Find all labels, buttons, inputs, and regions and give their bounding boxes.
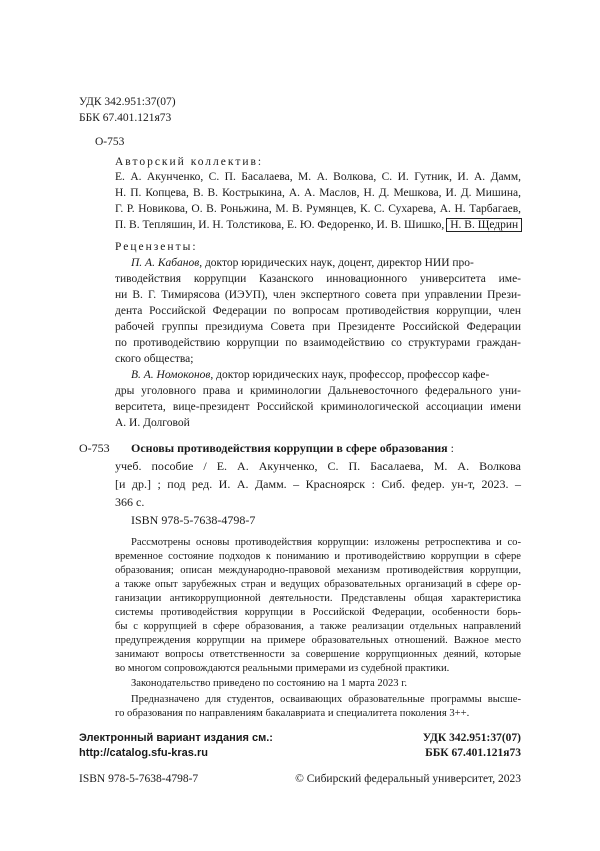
biblio-line: 366 с. (115, 495, 145, 509)
reviewer-1-line: ского общества; (115, 353, 194, 365)
abstract-line: системы противодействия коррупции в Российской Федерации, особенности борь- (115, 607, 521, 618)
authors-line: Е. А. Акунченко, С. П. Басалаева, М. А. Волкова, С. И. Гутник, И. А. Дамм, (115, 171, 521, 183)
reviewer-2-first-line (131, 368, 521, 383)
book-title-tail: : (447, 441, 454, 455)
abstract-line: во многом сопровождаются реальными примерами из судебной практики. (115, 663, 450, 674)
biblio-line: учеб. пособие / Е. А. Акунченко, С. П. Басалаева, М. А. Волкова (115, 459, 521, 473)
reviewer-1-first-line (131, 256, 521, 271)
reviewer-1-line: рабочей группы президиума Совета при Президенте Российской Федерации (115, 321, 521, 333)
reviewer-2-line: А. И. Долговой (115, 417, 190, 429)
authors-last-line (115, 218, 522, 233)
book-title: Основы противодействия коррупции в сфере образования (131, 441, 448, 455)
reviewer-1-name: П. А. Кабанов (131, 257, 200, 269)
reviewer-2-name: В. А. Номоконов (131, 369, 211, 381)
editor-boxed-name: Н. В. Щедрин (446, 218, 522, 232)
authors-line: Г. Р. Новикова, О. В. Роньжина, М. В. Румянцев, К. С. Сухарева, А. Н. Тарбагаев, (115, 203, 521, 215)
abstract-line: предупреждения коррупции на примере образовательных отношений. Важное место (115, 635, 521, 646)
authors-line: Н. П. Копцева, В. В. Кострыкина, А. А. Маслов, Н. Д. Мешкова, И. Д. Мишина, (115, 187, 521, 199)
biblio-title-line (131, 441, 454, 456)
audience-line: Предназначено для студентов, осваивающих образовательные программы высше- (131, 694, 521, 705)
biblio-code: О-753 (79, 441, 110, 455)
reviewer-1-line: по противодействию коррупции по взаимодействию со структурами граждан- (115, 337, 521, 349)
legislation-date: Законодательство приведено по состоянию на 1 марта 2023 г. (131, 678, 408, 689)
udk-code: УДК 342.951:37(07) (79, 96, 176, 108)
authors-line: П. В. Тепляшин, И. Н. Толстикова, Е. Ю. Федоренко, И. В. Шишко, (115, 219, 445, 231)
reviewer-2-line: верситета, вице-президент Российской криминологической ассоциации имени (115, 401, 521, 413)
bbk-code: ББК 67.401.121я73 (79, 112, 172, 124)
abstract-line: а также опыт зарубежных стран и ведущих образовательных организаций в сфере ор- (115, 579, 521, 590)
abstract-line: бы с коррупцией в сфере образования, а также реализации отдельных направлений (115, 621, 521, 632)
reviewer-1-line: ни В. Г. Тимирясова (ИЭУП), член экспертного совета при управлении Прези- (115, 289, 521, 301)
reviewer-2-text: , доктор юридических наук, профессор, профессор кафе- (210, 369, 490, 381)
abstract-line: образования; описан международно-правовой механизм противодействия коррупции, (115, 565, 521, 576)
footer-bbk: ББК 67.401.121я73 (425, 747, 521, 759)
biblio-isbn: ISBN 978-5-7638-4798-7 (131, 513, 256, 527)
abstract-line: Рассмотрены основы противодействия коррупции: изложены ретроспектива и со- (131, 537, 521, 548)
footer-isbn: ISBN 978-5-7638-4798-7 (79, 773, 199, 785)
footer-udk: УДК 342.951:37(07) (422, 732, 521, 744)
abstract-line: ганизации антикоррупционной деятельности. Представлены общая характеристика (115, 593, 521, 604)
reviewer-2-line: дры уголовного права и криминологии Дальневосточного федерального уни- (115, 385, 521, 397)
electronic-version-label: Электронный вариант издания см.: (79, 732, 273, 744)
abstract-line: временное состояние подходов к пониманию и противодействию коррупции в сфере (115, 551, 521, 562)
biblio-line: [и др.] ; под ред. И. А. Дамм. – Красноярск : Сиб. федер. ун-т, 2023. – (115, 477, 521, 491)
authors-heading: Авторский коллектив: (115, 156, 264, 168)
reviewer-1-text: , доктор юридических наук, доцент, директор НИИ про- (199, 257, 474, 269)
author-mark: О-753 (95, 136, 125, 148)
reviewers-heading: Рецензенты: (115, 241, 198, 253)
reviewer-1-line: дента Российской Федерации по вопросам противодействия коррупции, член (115, 305, 521, 317)
catalog-link[interactable]: http://catalog.sfu-kras.ru (79, 747, 208, 759)
reviewer-1-line: тиводействия коррупции Казанского инновационного университета име- (115, 273, 521, 285)
audience-line: го образования по направлениям бакалавриата и специалитета поколения 3++. (115, 708, 470, 719)
copyright: © Сибирский федеральный университет, 2023 (295, 773, 521, 785)
abstract-line: занимают вопросы ответственности за совершение коррупционных деяний, которые (115, 649, 521, 660)
